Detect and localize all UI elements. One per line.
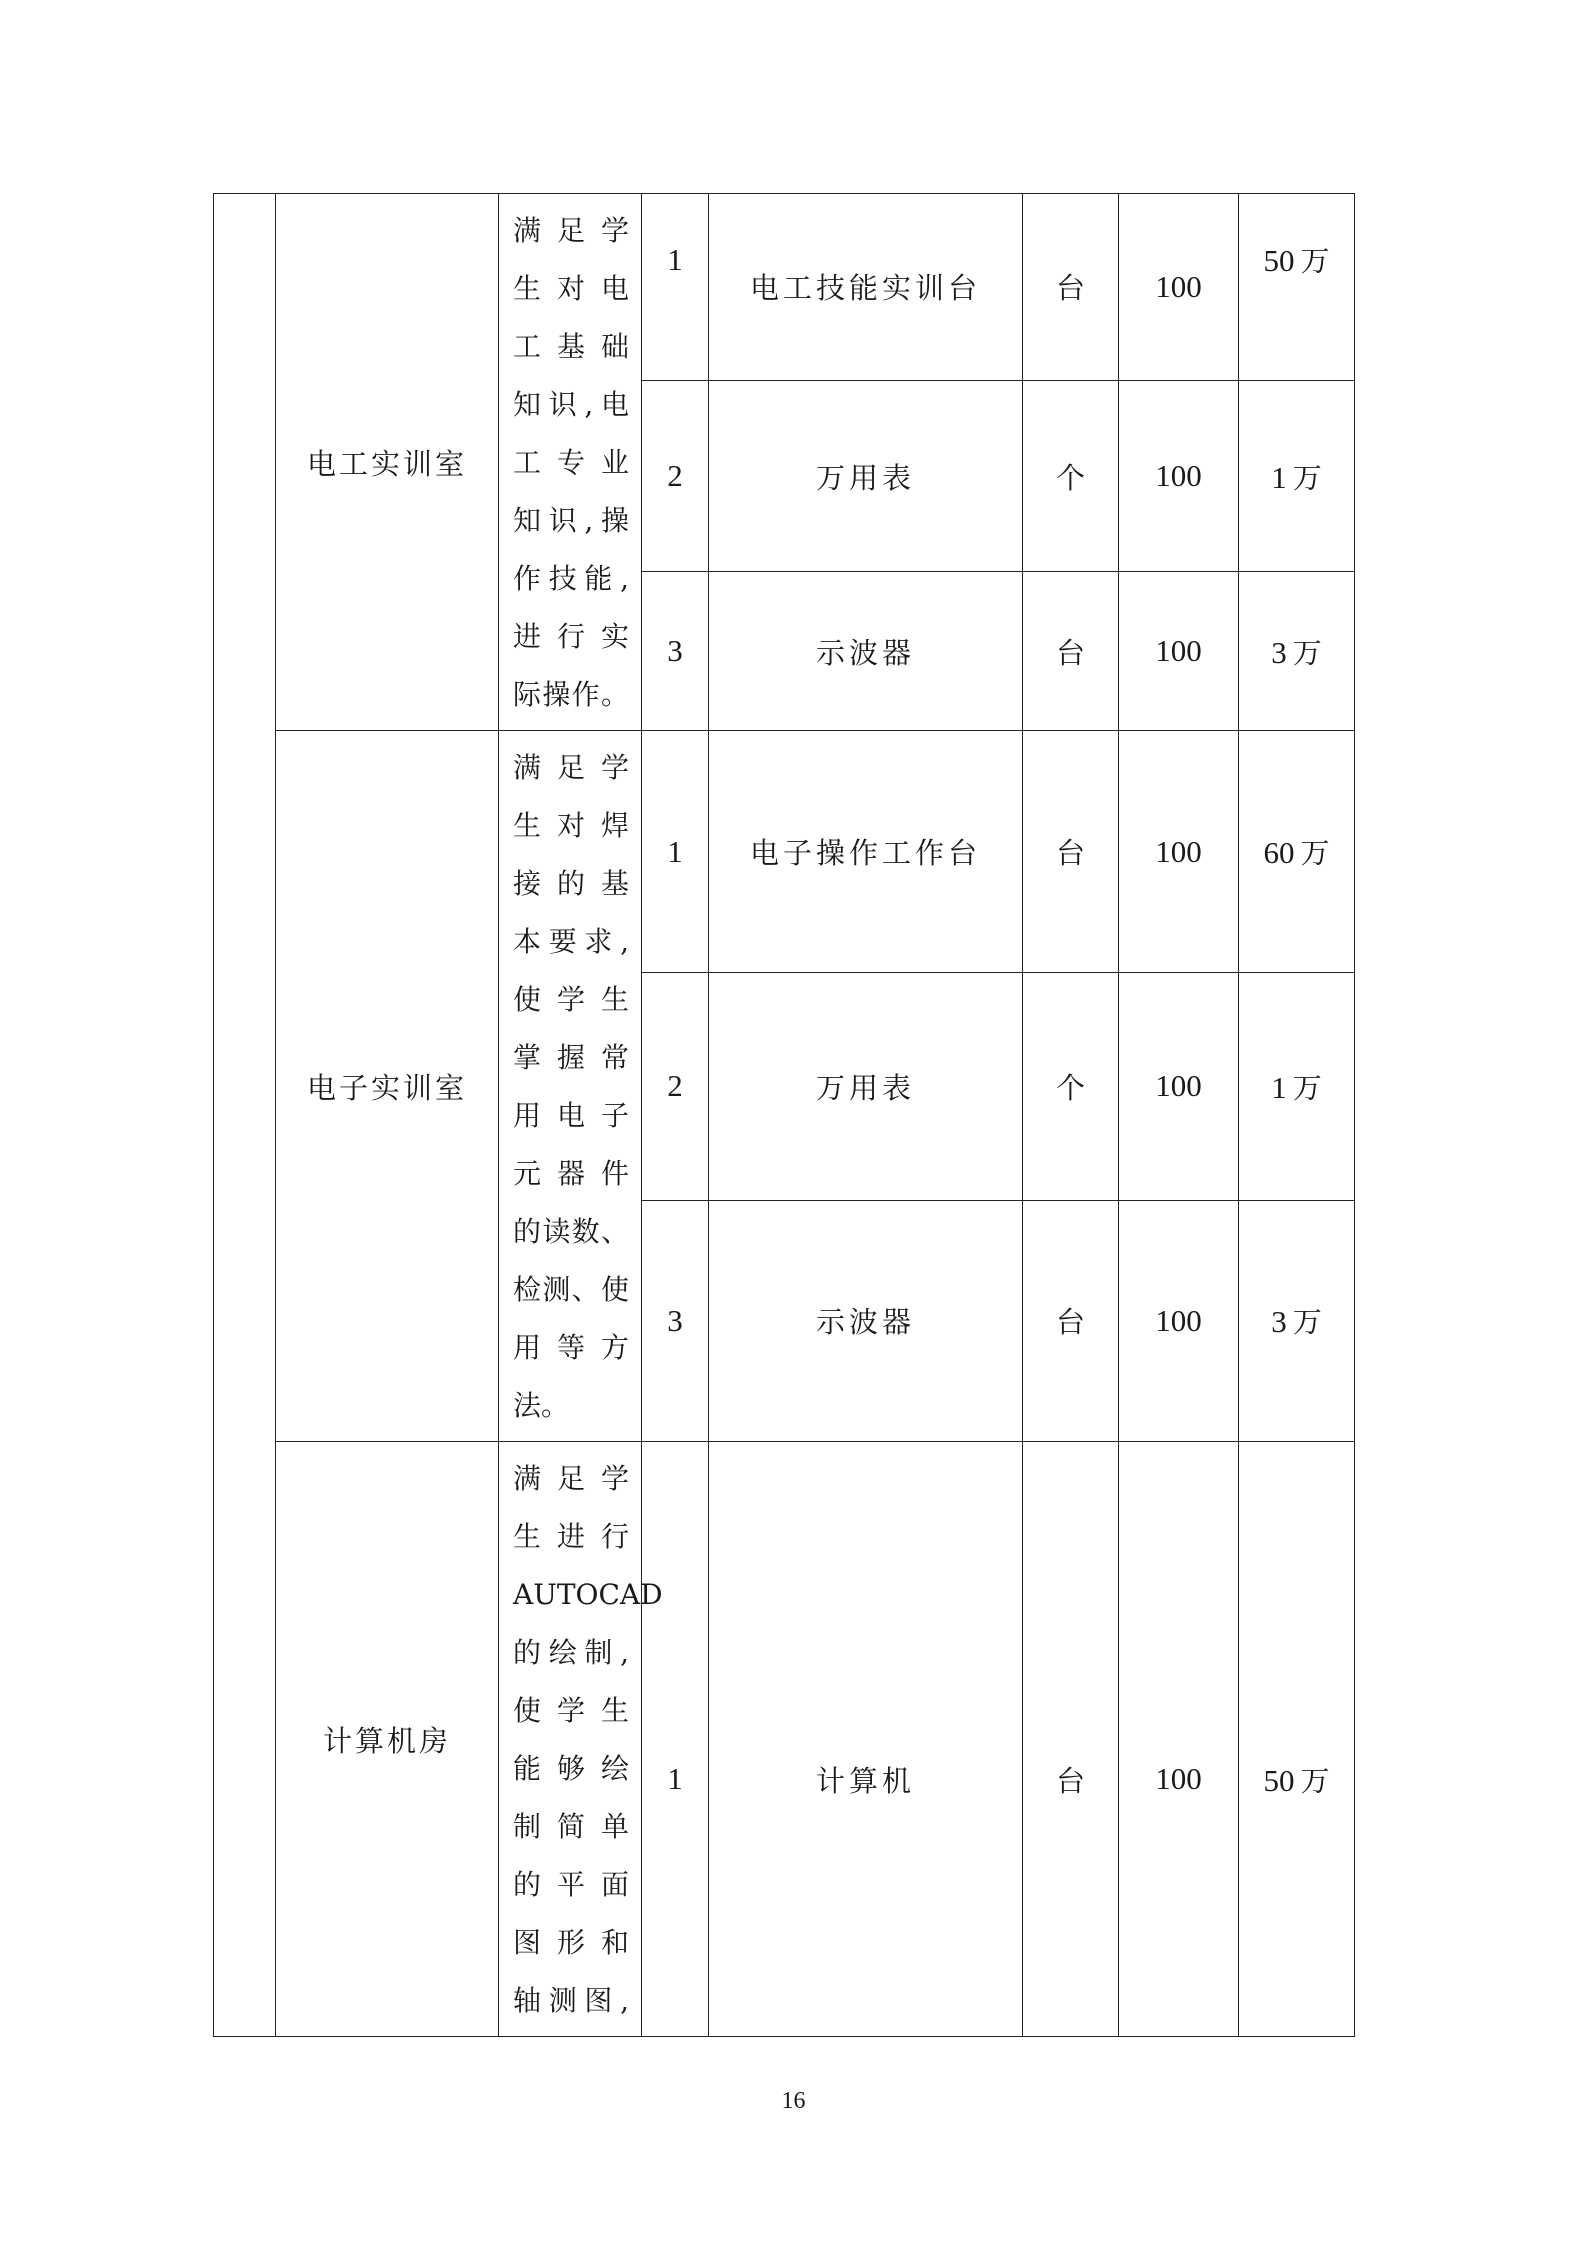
item-number: 3 <box>667 1302 683 1338</box>
item-amount-unit: 万 <box>1292 460 1322 495</box>
purpose-line: 用电子 <box>513 1099 629 1132</box>
item-name-cell <box>709 1442 1023 2037</box>
room-name-cell <box>276 731 499 1442</box>
item-qty: 100 <box>1155 1302 1202 1338</box>
item-amount-unit: 万 <box>1300 836 1330 871</box>
item-number-cell <box>642 973 709 1200</box>
item-qty: 100 <box>1155 633 1202 669</box>
item-unit: 台 <box>1055 1763 1085 1798</box>
item-amount-unit: 万 <box>1292 1305 1322 1340</box>
item-amount-cell <box>1239 973 1355 1200</box>
item-name-cell <box>709 973 1023 1200</box>
item-amount-unit: 万 <box>1292 1070 1322 1105</box>
purpose-cell <box>499 731 642 1442</box>
purpose-line: 的绘制, <box>513 1636 629 1669</box>
item-number-cell <box>642 1200 709 1441</box>
purpose-line: 本要求, <box>513 925 629 958</box>
purpose-line: AUTOCAD <box>513 1578 663 1611</box>
purpose-line: 生进行 <box>513 1520 629 1553</box>
item-name-cell <box>709 572 1023 731</box>
page-number: 16 <box>781 2088 806 2114</box>
item-amount: 1 <box>1271 459 1287 495</box>
purpose-line: 满足学 <box>513 214 629 247</box>
item-number: 2 <box>667 1068 683 1104</box>
purpose-line: 生对焊 <box>513 809 629 842</box>
item-unit: 个 <box>1055 460 1085 495</box>
equipment-table <box>213 193 1355 2037</box>
item-unit-cell <box>1023 731 1119 973</box>
item-name-cell <box>709 1200 1023 1441</box>
item-qty: 100 <box>1155 458 1202 494</box>
item-amount: 50 <box>1263 1762 1295 1798</box>
purpose-line: 的平面 <box>513 1868 629 1901</box>
item-name: 示波器 <box>815 1305 915 1340</box>
item-unit: 台 <box>1055 836 1085 871</box>
item-qty: 100 <box>1155 833 1202 869</box>
item-qty: 100 <box>1155 1068 1202 1104</box>
item-name: 电子操作工作台 <box>749 836 981 871</box>
item-name: 示波器 <box>815 635 915 670</box>
item-name: 万用表 <box>815 460 915 495</box>
purpose-line: 能够绘 <box>513 1752 629 1785</box>
item-number-cell <box>642 731 709 973</box>
purpose-line: 掌握常 <box>513 1041 629 1074</box>
item-amount-unit: 万 <box>1300 244 1330 279</box>
item-name-cell <box>709 194 1023 381</box>
item-unit: 台 <box>1055 271 1085 306</box>
item-name: 计算机 <box>815 1763 915 1798</box>
item-qty: 100 <box>1155 1761 1202 1796</box>
purpose-line: 工基础 <box>513 330 629 363</box>
item-unit-cell <box>1023 1200 1119 1441</box>
item-name: 电工技能实训台 <box>749 271 981 306</box>
item-name-cell <box>709 380 1023 572</box>
item-qty: 100 <box>1155 268 1202 304</box>
purpose-line: 知识,电 <box>513 388 629 421</box>
purpose-line: 满足学 <box>513 751 629 784</box>
item-amount-cell <box>1239 572 1355 731</box>
item-amount-cell <box>1239 1442 1355 2037</box>
item-number-cell <box>642 194 709 381</box>
room-name: 电子实训室 <box>306 1070 467 1105</box>
item-name: 万用表 <box>815 1070 915 1105</box>
purpose-line: 的读数、 <box>513 1215 629 1248</box>
item-unit-cell <box>1023 973 1119 1200</box>
item-amount-cell <box>1239 1200 1355 1441</box>
item-qty-cell <box>1119 194 1239 381</box>
item-amount-cell <box>1239 194 1355 381</box>
item-amount-cell <box>1239 380 1355 572</box>
purpose-line: 使学生 <box>513 1694 629 1727</box>
item-qty-cell <box>1119 1200 1239 1441</box>
purpose-line: 工专业 <box>513 446 629 479</box>
purpose-line: 用等方 <box>513 1331 629 1364</box>
item-unit-cell <box>1023 572 1119 731</box>
purpose-line: 际操作。 <box>513 678 629 711</box>
room-name: 计算机房 <box>322 1723 451 1758</box>
item-qty-cell <box>1119 380 1239 572</box>
room-name-cell <box>276 1442 499 2037</box>
purpose-line: 进行实 <box>513 620 629 653</box>
item-amount-unit: 万 <box>1292 635 1322 670</box>
purpose-line: 接的基 <box>513 867 629 900</box>
item-number: 1 <box>667 1761 683 1796</box>
purpose-line: 元器件 <box>513 1157 629 1190</box>
item-name-cell <box>709 731 1023 973</box>
item-unit-cell <box>1023 380 1119 572</box>
room-name: 电工实训室 <box>306 446 467 481</box>
item-number-cell <box>642 1442 709 2037</box>
purpose-line: 轴测图, <box>513 1984 629 2017</box>
item-unit: 个 <box>1055 1070 1085 1105</box>
purpose-line: 制简单 <box>513 1810 629 1843</box>
item-number: 2 <box>667 458 683 494</box>
purpose-line: 使学生 <box>513 983 629 1016</box>
item-number-cell <box>642 572 709 731</box>
purpose-cell <box>499 1442 663 2037</box>
purpose-cell <box>499 194 642 731</box>
item-number: 3 <box>667 633 683 669</box>
room-name-cell <box>276 194 499 731</box>
purpose-line: 满足学 <box>513 1462 629 1495</box>
item-qty-cell <box>1119 973 1239 1200</box>
item-amount-cell <box>1239 731 1355 973</box>
purpose-line: 检测、使 <box>513 1273 629 1306</box>
item-unit: 台 <box>1055 1305 1085 1340</box>
item-qty-cell <box>1119 731 1239 973</box>
purpose-line: 法。 <box>513 1389 570 1422</box>
purpose-line: 生对电 <box>513 272 629 305</box>
item-unit-cell <box>1023 194 1119 381</box>
item-amount: 3 <box>1271 634 1287 670</box>
item-amount-unit: 万 <box>1300 1763 1330 1798</box>
item-number: 1 <box>667 833 683 869</box>
purpose-line: 图形和 <box>513 1926 629 1959</box>
item-amount: 3 <box>1271 1304 1287 1340</box>
outer-blank-cell <box>214 194 276 2037</box>
item-unit-cell <box>1023 1442 1119 2037</box>
item-amount: 50 <box>1263 243 1295 279</box>
purpose-line: 知识,操 <box>513 504 629 537</box>
item-qty-cell <box>1119 572 1239 731</box>
item-unit: 台 <box>1055 635 1085 670</box>
item-number: 1 <box>667 241 683 277</box>
item-number-cell <box>642 380 709 572</box>
item-amount: 1 <box>1271 1069 1287 1105</box>
item-qty-cell <box>1119 1442 1239 2037</box>
purpose-line: 作技能, <box>513 562 629 595</box>
item-amount: 60 <box>1263 835 1295 871</box>
